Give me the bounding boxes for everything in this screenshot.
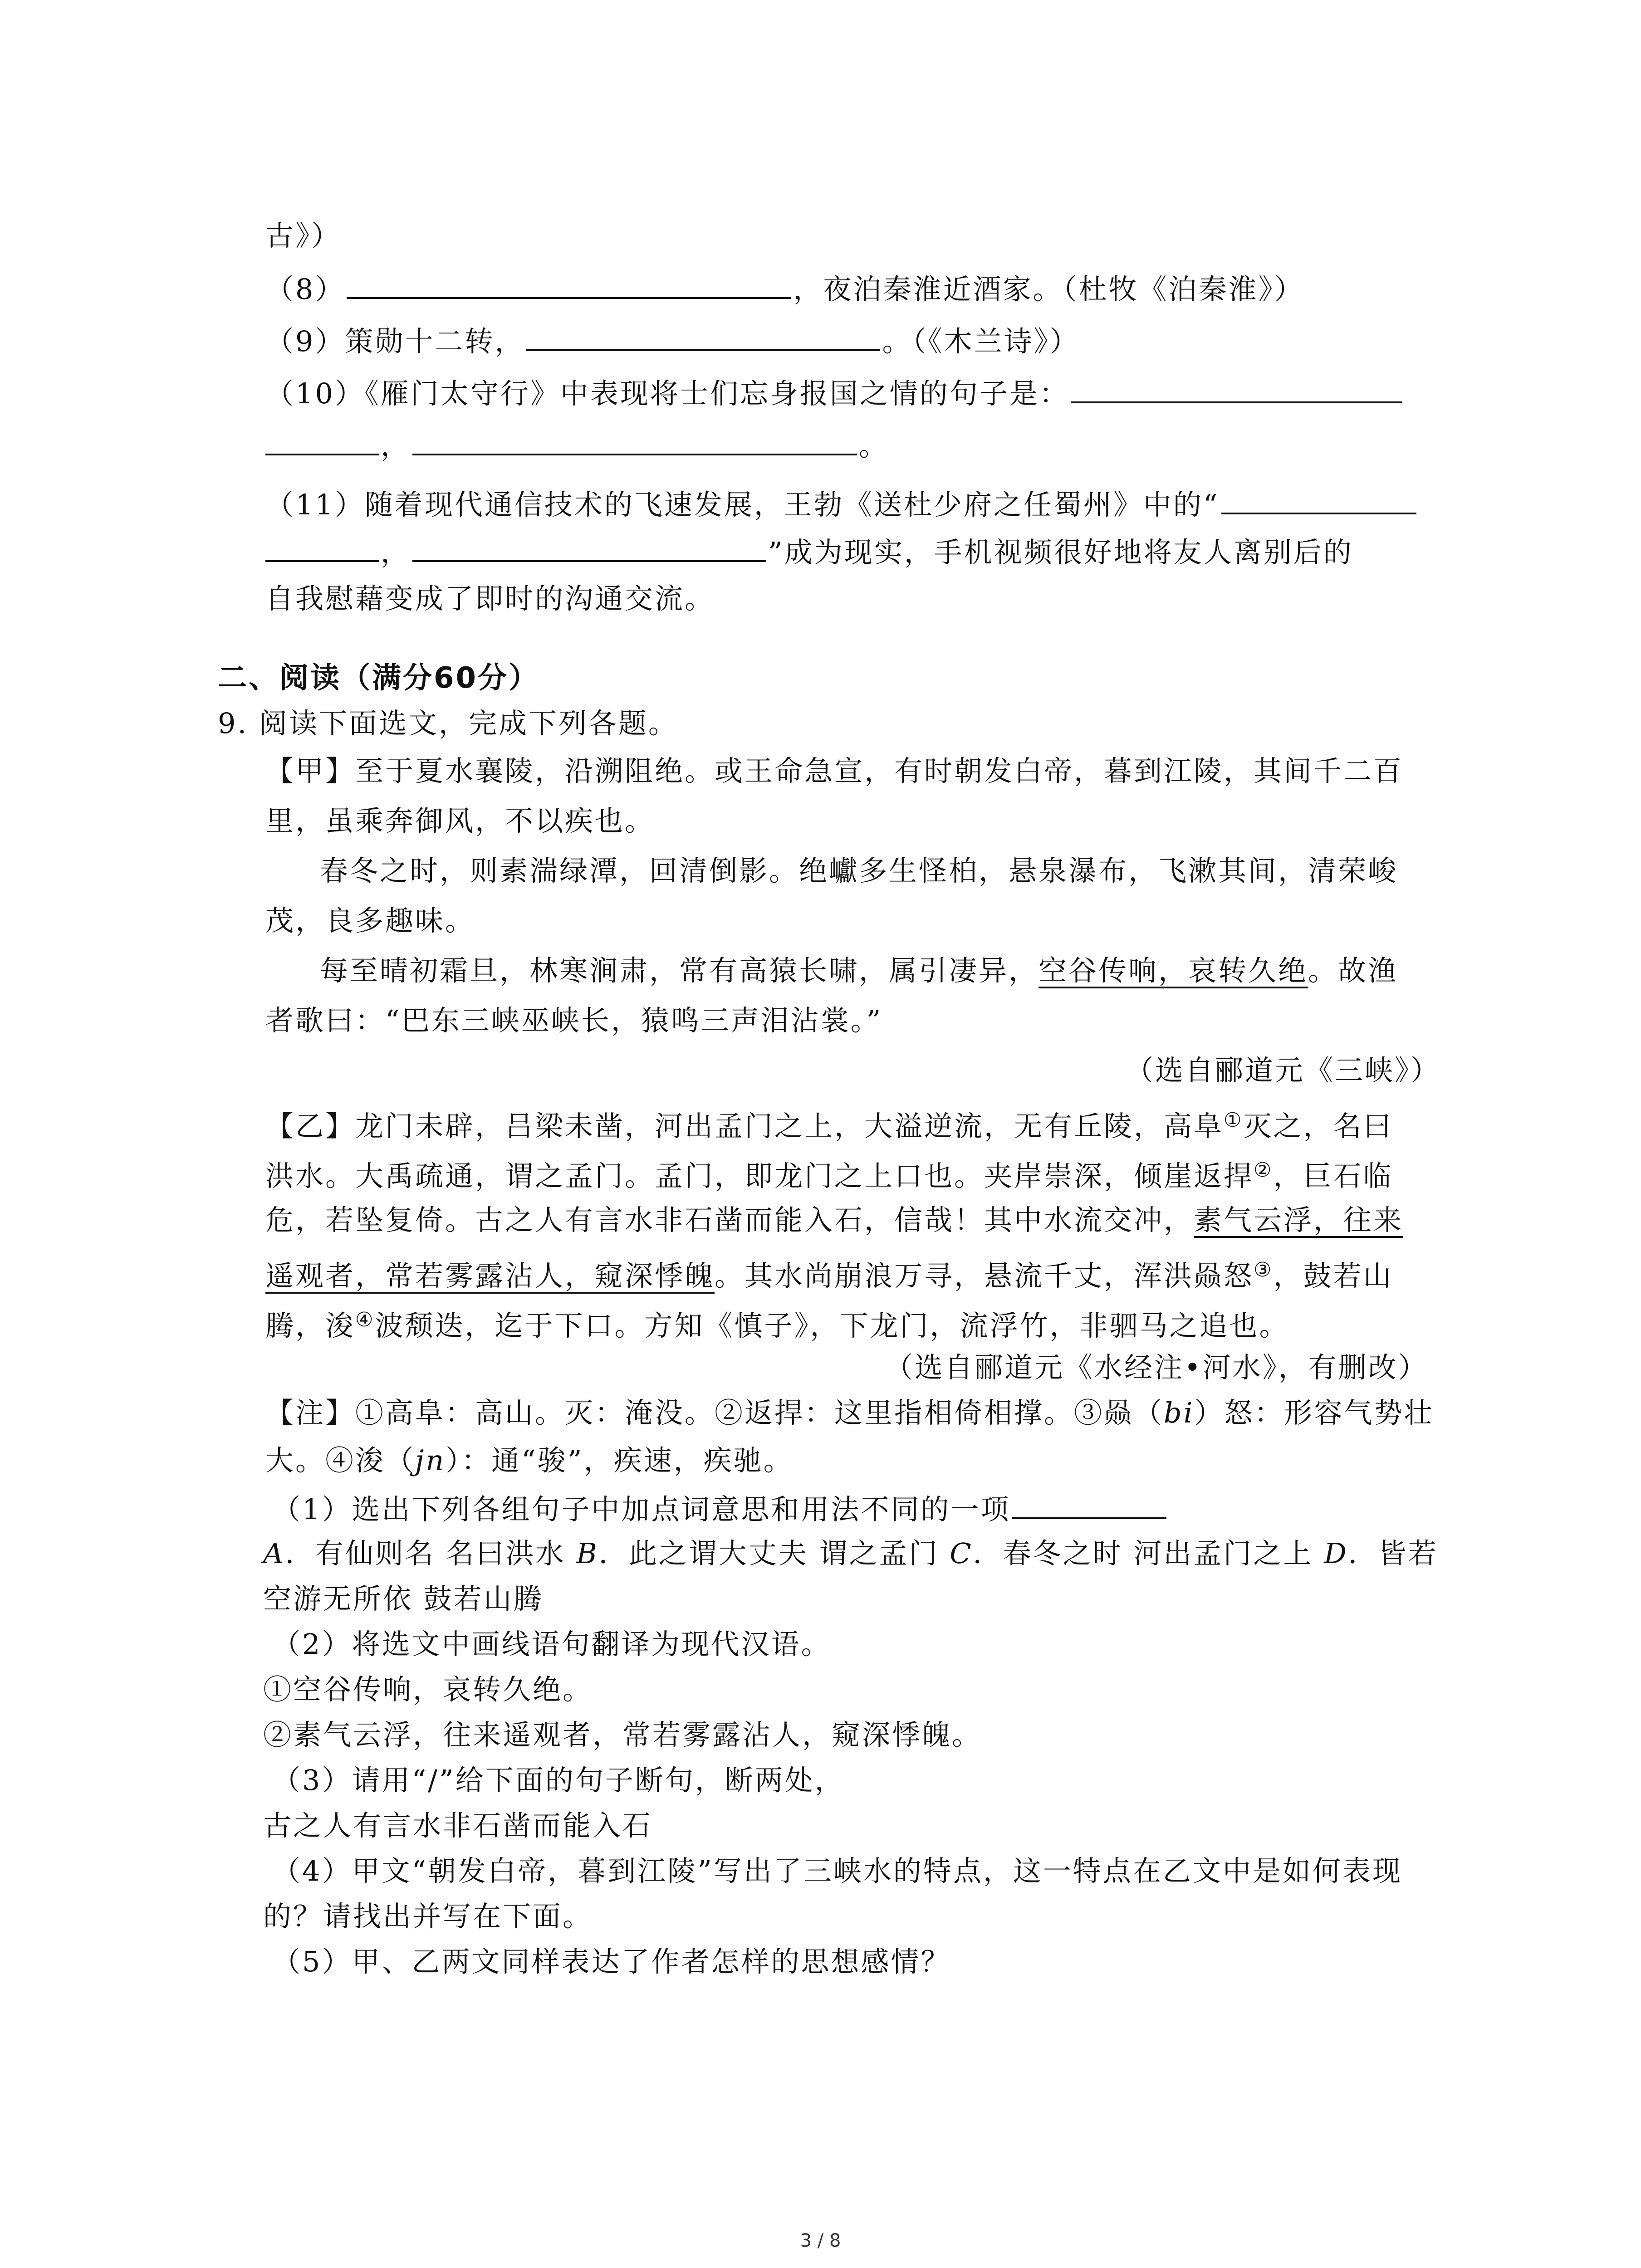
annotation-line: 大。④浚（jn）：通“骏”，疾速，疾驰。	[265, 1444, 794, 1477]
passage-jia-line: 【甲】至于夏水襄陵，沿溯阻绝。或王命急宣，有时朝发白帝，暮到江陵，其间千二百	[265, 754, 1404, 787]
question-10-line2: ， 。	[265, 422, 889, 469]
question-11: （11）随着现代通信技术的飞速发展，王勃《送杜少府之任蜀州》中的“	[265, 481, 1418, 528]
answer-blank[interactable]	[265, 528, 379, 562]
subquestion-2: （2）将选文中画线语句翻译为现代汉语。	[272, 1628, 831, 1661]
subquestion-2-item: ①空谷传响，哀转久绝。	[263, 1673, 593, 1706]
underlined-sentence: 素气云浮，往来	[1194, 1203, 1404, 1237]
question-9-poem: （9）策勋十二转， 。（《木兰诗》）	[265, 318, 1079, 364]
answer-blank[interactable]	[347, 265, 791, 299]
passage-jia-line: 每至晴初霜旦，林寒涧肃，常有高猿长啸，属引凄异，空谷传响，哀转久绝。故渔	[320, 954, 1398, 987]
subquestion-4-line2: 的？请找出并写在下面。	[263, 1900, 593, 1933]
option-a[interactable]: ．有仙则名 名曰洪水	[285, 1537, 577, 1570]
answer-blank[interactable]	[412, 528, 766, 562]
question-11-line2: ， ”成为现实，手机视频很好地将友人离别后的	[265, 528, 1353, 575]
option-d[interactable]: ．皆若	[1348, 1537, 1438, 1570]
page-number: 3 / 8	[800, 2230, 841, 2251]
question-11-line3: 自我慰藉变成了即时的沟通交流。	[265, 582, 715, 615]
question-intro: 9. 阅读下面选文，完成下列各题。	[218, 707, 678, 740]
answer-blank[interactable]	[526, 318, 880, 351]
subquestion-1-options: A．有仙则名 名曰洪水 B．此之谓大丈夫 谓之孟门 C．春冬之时 河出孟门之上 D．皆若	[263, 1537, 1438, 1570]
underlined-sentence: 空谷传响，哀转久绝	[1038, 954, 1308, 987]
passage-yi-source: （选自郦道元《水经注•河水》，有删改）	[885, 1351, 1428, 1384]
passage-jia-line: 者歌曰：“巴东三峡巫峡长，猿鸣三声泪沾裳。”	[265, 1004, 883, 1037]
subquestion-1: （1）选出下列各组句子中加点词意思和用法不同的一项	[272, 1486, 1168, 1532]
passage-yi-line: 腾，浚④波颓迭，迄于下口。方知《慎子》，下龙门，流浮竹，非驷马之追也。	[265, 1308, 1289, 1342]
passage-jia-line: 茂，良多趣味。	[265, 904, 475, 937]
subquestion-2-item: ②素气云浮，往来遥观者，常若雾露沾人，窥深悸魄。	[263, 1718, 982, 1751]
subquestion-4: （4）甲文“朝发白帝，暮到江陵”写出了三峡水的特点，这一特点在乙文中是如何表现	[272, 1854, 1402, 1887]
passage-yi-line: 遥观者，常若雾露沾人，窥深悸魄。其水尚崩浪万寻，悬流千丈，浑洪赑怒③，鼓若山	[265, 1258, 1393, 1292]
answer-blank[interactable]	[1012, 1486, 1166, 1519]
passage-jia-line: 春冬之时，则素湍绿潭，回清倒影。绝巘多生怪柏，悬泉瀑布，飞漱其间，清荣峻	[320, 854, 1398, 887]
subquestion-3: （3）请用“/”给下面的句子断句，断两处，	[272, 1764, 845, 1797]
q7-continuation: 古》）	[265, 219, 342, 252]
answer-blank[interactable]	[1071, 370, 1402, 403]
subquestion-1-options-cont: 空游无所依 鼓若山腾	[263, 1582, 544, 1615]
passage-yi-line: 【乙】龙门未辟，吕梁未凿，河出孟门之上，大溢逆流，无有丘陵，高阜①灭之，名曰	[265, 1109, 1393, 1143]
option-c[interactable]: ．春冬之时 河出孟门之上	[973, 1537, 1324, 1570]
passage-yi-line: 危，若坠复倚。古之人有言水非石凿而能入石，信哉！其中水流交冲，素气云浮，往来	[265, 1203, 1404, 1237]
subquestion-5: （5）甲、乙两文同样表达了作者怎样的思想感情？	[272, 1945, 951, 1978]
section-heading: 二、阅读（满分60分）	[218, 661, 540, 695]
passage-yi-line: 洪水。大禹疏通，谓之孟门。孟门，即龙门之上口也。夹岸崇深，倾崖返捍②，巨石临	[265, 1158, 1393, 1193]
passage-jia-line: 里，虽乘奔御风，不以疾也。	[265, 804, 655, 837]
question-10: （10）《雁门太守行》中表现将士们忘身报国之情的句子是：	[265, 370, 1404, 416]
annotation-line: 【注】①高阜：高山。灭：淹没。②返捍：这里指相倚相撑。③赑（bi）怒：形容气势壮	[265, 1396, 1434, 1429]
answer-blank[interactable]	[1221, 481, 1416, 514]
question-8: （8） ，夜泊秦淮近酒家。（杜牧《泊秦淮》）	[265, 265, 1304, 312]
answer-blank[interactable]	[412, 422, 857, 455]
option-b[interactable]: ．此之谓大丈夫 谓之孟门	[598, 1537, 950, 1570]
subquestion-3-sentence: 古之人有言水非石凿而能入石	[263, 1809, 653, 1842]
passage-jia-source: （选自郦道元《三峡》）	[1125, 1054, 1441, 1087]
answer-blank[interactable]	[265, 422, 379, 455]
underlined-sentence: 遥观者，常若雾露沾人，窥深悸魄	[265, 1259, 715, 1292]
